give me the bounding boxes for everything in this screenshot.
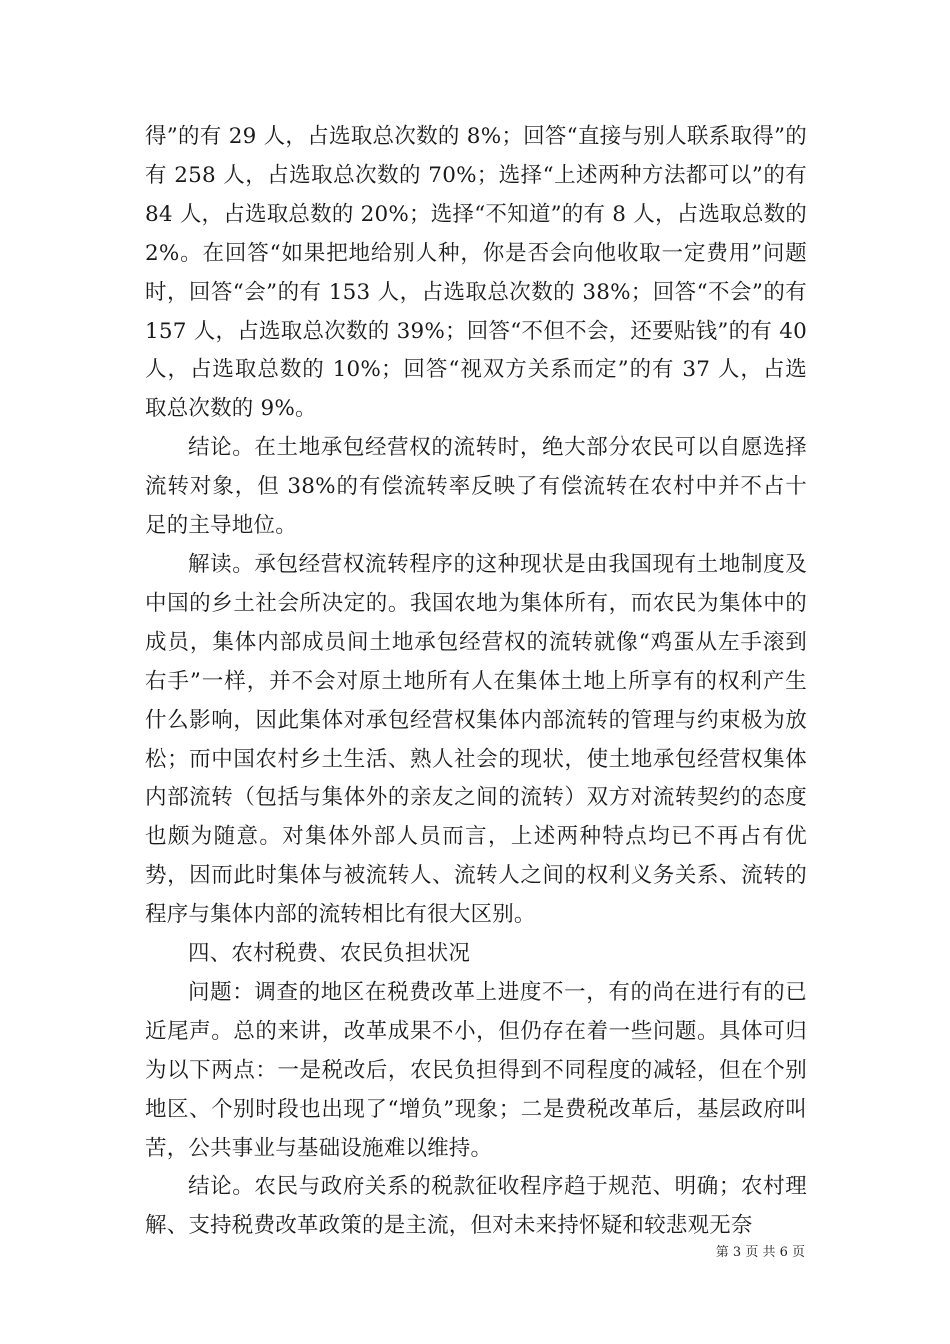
page-number-footer: 第 3 页 共 6 页 <box>715 1245 805 1260</box>
section-heading-tax-burden: 四、农村税费、农民负担状况 <box>188 941 471 967</box>
paragraph-problem: 问题：调查的地区在税费改革上进度不一，有的尚在进行有的已近尾声。总的来讲，改革成果不小，但仍存在着一些问题。具体可归为以下两点：一是税改后，农民负担得到不同程度的减轻，但在个别地区、个别时段也出现了“增负”现象；二是费税改革后，基层政府叫苦，公共事业与基础设施难以维持。 <box>145 979 807 1161</box>
paragraph-conclusion-tax: 结论。农民与政府关系的税款征收程序趋于规范、明确；农村理解、支持税费改革政策的是主流，但对未来持怀疑和较悲观无奈 <box>145 1174 807 1239</box>
paragraph-survey-results: 得”的有 29 人，占选取总次数的 8%；回答“直接与别人联系取得”的有 258 人，占选取总次数的 70%；选择“上述两种方法都可以”的有 84 人，占选取总数的 20%；选择“不知道”的有 8 人，占选取总数的 2%。在回答“如果把地给别人种，你是否会向他收取一定费用”问题时，回答“会”的有 153 人，占选取总次数的 38%；回答“不会”的有 157 人，占选取总次数的 39%；回答“不但不会，还要贴钱”的有 40 人，占选取总数的 10%；回答“视双方关系而定”的有 37 人，占选取总次数的 9%。 <box>145 124 807 422</box>
paragraph-interpretation: 解读。承包经营权流转程序的这种现状是由我国现有土地制度及中国的乡土社会所决定的。我国农地为集体所有，而农民为集体中的成员，集体内部成员间土地承包经营权的流转就像“鸡蛋从左手滚到右手”一样，并不会对原土地所有人在集体土地上所享有的权利产生什么影响，因此集体对承包经营权集体内部流转的管理与约束极为放松；而中国农村乡土生活、熟人社会的现状，使土地承包经营权集体内部流转（包括与集体外的亲友之间的流转）双方对流转契约的态度也颇为随意。对集体外部人员而言，上述两种特点均已不再占有优势，因而此时集体与被流转人、流转人之间的权利义务关系、流转的程序与集体内部的流转相比有很大区别。 <box>145 551 807 928</box>
paragraph-conclusion-transfer: 结论。在土地承包经营权的流转时，绝大部分农民可以自愿选择流转对象，但 38%的有偿流转率反映了有偿流转在农村中并不占十足的主导地位。 <box>145 435 807 539</box>
document-body <box>145 118 807 1246</box>
